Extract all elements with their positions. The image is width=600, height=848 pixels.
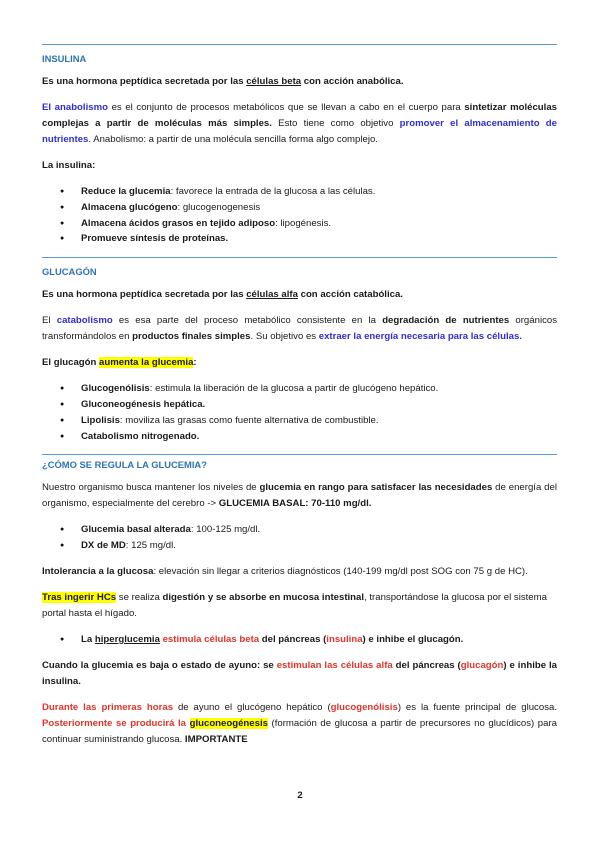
list-item: ● Catabolismo nitrogenado. — [64, 429, 557, 445]
insulina-intro: La insulina: — [42, 160, 96, 171]
section-divider — [42, 257, 557, 258]
glucagon-intro: El glucagón aumenta la glucemia: — [42, 357, 197, 369]
section-heading-regulacion: ¿CÓMO SE REGULA LA GLUCEMIA? — [42, 459, 207, 471]
insulina-list — [42, 184, 557, 247]
page-number: 2 — [297, 790, 303, 801]
glucagon-list — [42, 381, 557, 444]
insulina-definition: Es una hormona peptídica secretada por las células beta con acción anabólica. — [42, 76, 404, 87]
list-item: ● Gluconeogénesis hepática. — [64, 397, 557, 413]
list-item: ● Reduce la glucemia: favorece la entrada de la glucosa a las células. — [64, 184, 557, 200]
anabolismo-paragraph: El anabolismo es el conjunto de procesos metabólicos que se llevan a cabo en el cuerpo para sintetizar moléculas complejas a partir de moléculas más simples. Esto tiene como objetivo promover el almacenamiento de nutrientes. Anabolismo: a partir de una molécula sencilla forma algo complejo. — [42, 102, 557, 145]
ingesta-paragraph: Tras ingerir HCs se realiza digestión y se absorbe en mucosa intestinal, transportándose la glucosa por el sistema portal hasta el hígado. — [42, 591, 547, 619]
list-item: ● Lipolisis: moviliza las grasas como fuente alternativa de combustible. — [64, 413, 557, 429]
ayuno-paragraph: Cuando la glucemia es baja o estado de ayuno: se estimulan las células alfa del páncreas (glucagón) e inhibe la insulina. — [42, 659, 557, 687]
list-item: ● DX de MD: 125 mg/dl. — [64, 538, 557, 554]
glucemia-list — [42, 522, 557, 554]
hiperglucemia-list — [42, 632, 557, 648]
glucagon-definition: Es una hormona peptídica secretada por las células alfa con acción catabólica. — [42, 289, 403, 301]
section-divider — [42, 454, 557, 455]
intolerancia-paragraph: Intolerancia a la glucosa: elevación sin llegar a criterios diagnósticos (140-199 mg/dl post SOG con 75 g de HC). — [42, 565, 528, 577]
primeras-horas-paragraph: Durante las primeras horas de ayuno el glucógeno hepático (glucogenólisis) es la fuente principal de glucosa. Posteriormente se producirá la gluconeogénesis (formación de glucosa a partir de precursores no glucídicos) para continuar suministrando glucosa. IMPORTANTE — [42, 701, 557, 745]
section-divider — [42, 44, 557, 45]
glucemia-basal-paragraph: Nuestro organismo busca mantener los niveles de glucemia en rango para satisfacer las necesidades de energía del organismo, especialmente del cerebro -> GLUCEMIA BASAL: 70-110 mg/dl. — [42, 482, 557, 510]
document-page — [42, 44, 557, 758]
catabolismo-paragraph: El catabolismo es esa parte del proceso metabólico consistente en la degradación de nutrientes orgánicos transformándolos en productos finales simples. Su objetivo es extraer la energía necesaria para las células. — [42, 315, 558, 343]
list-item: ● Almacena ácidos grasos en tejido adiposo: lipogénesis. — [64, 216, 557, 232]
section-heading-insulina: INSULINA — [42, 53, 87, 64]
list-item: ● Glucemia basal alterada: 100-125 mg/dl. — [64, 522, 557, 538]
section-heading-glucagon: GLUCAGÓN — [42, 266, 97, 278]
list-item: ● Glucogenólisis: estimula la liberación de la glucosa a partir de glucógeno hepático. — [64, 381, 557, 397]
list-item: ● La hiperglucemia estimula células beta del páncreas (insulina) e inhibe el glucagón. — [64, 632, 557, 648]
list-item: ● Promueve síntesis de proteínas. — [64, 231, 557, 247]
list-item: ● Almacena glucógeno: glucogenogenesis — [64, 200, 557, 216]
